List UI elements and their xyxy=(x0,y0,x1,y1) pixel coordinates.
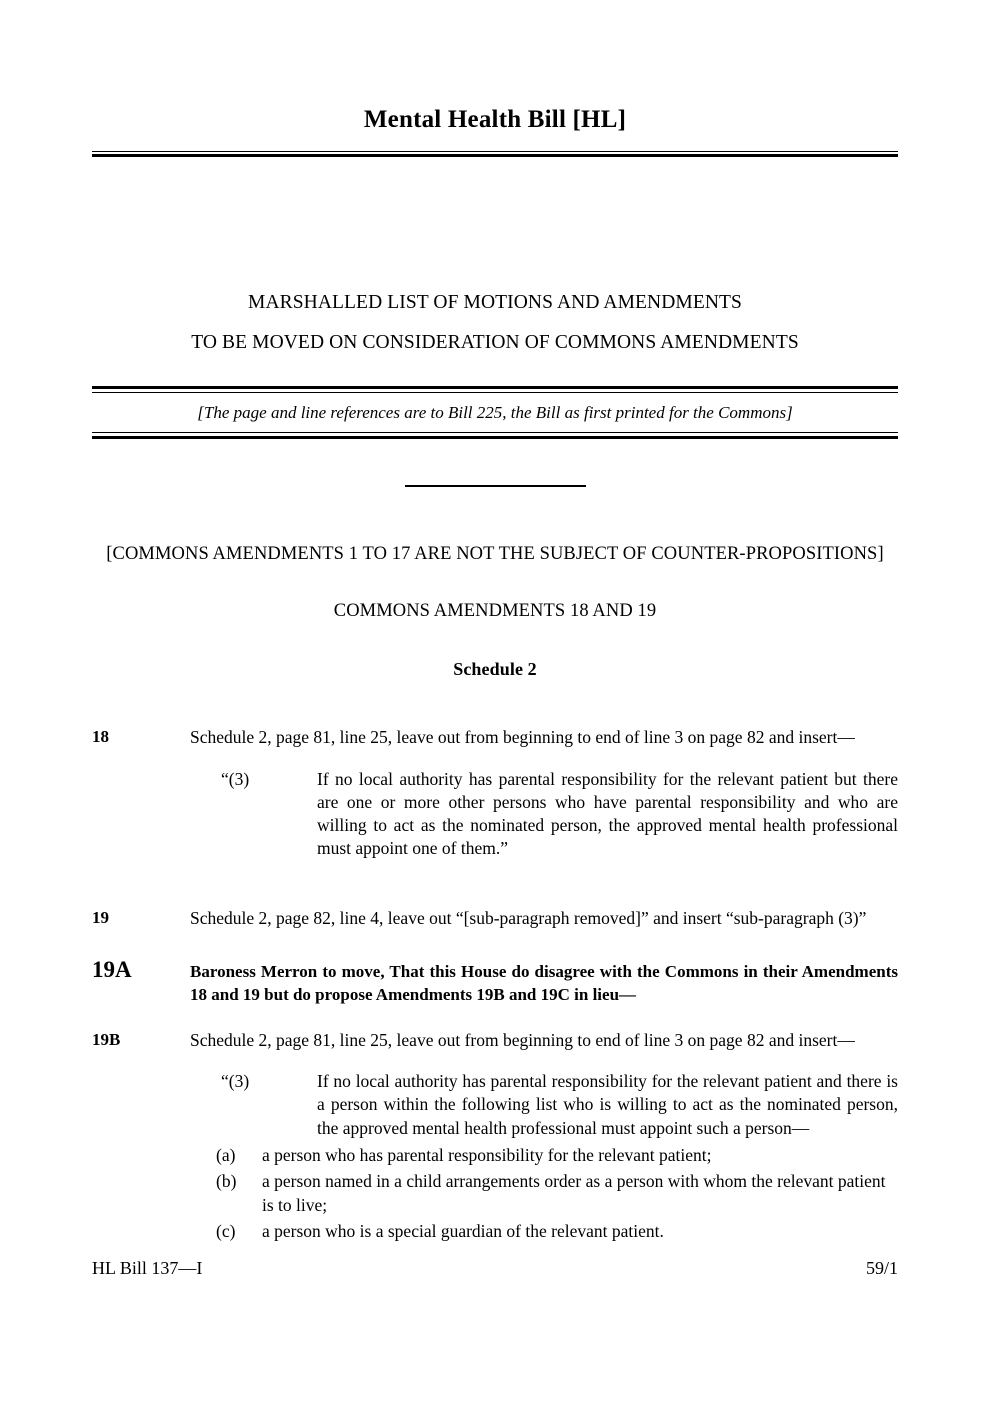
amendment-19-number: 19 xyxy=(92,907,109,927)
amendment-19b-body: Schedule 2, page 81, line 25, leave out from beginning to end of line 3 on page 82 and insert— xyxy=(190,1029,855,1050)
title-rule-thick xyxy=(92,154,898,157)
footer-page-number: 59/1 xyxy=(865,1258,898,1278)
heading-schedule: Schedule 2 xyxy=(453,658,537,679)
list-item-letter: (c) xyxy=(216,1220,236,1241)
list-item-letter: (a) xyxy=(216,1144,236,1165)
amendment-19b-quoted xyxy=(190,1070,898,1140)
amendment-18-number: 18 xyxy=(92,727,109,747)
list-item-text: a person who is a special guardian of the relevant patient. xyxy=(262,1220,664,1241)
reference-note: [The page and line references are to Bill 225, the Bill as first printed for the Commons] xyxy=(197,402,793,422)
amendment-18-body: Schedule 2, page 81, line 25, leave out from beginning to end of line 3 on page 82 and insert— xyxy=(190,727,855,748)
amendment-19-body: Schedule 2, page 82, line 4, leave out “[sub-paragraph removed]” and insert “sub-paragraph (3)” xyxy=(190,907,867,928)
title-rule xyxy=(92,151,898,157)
footer-bill-number: HL Bill 137—I xyxy=(92,1258,203,1278)
note-rule-bottom-thick xyxy=(92,436,898,439)
list-item xyxy=(190,1144,898,1167)
list-item xyxy=(190,1220,898,1243)
list-item-text: a person who has parental responsibility for the relevant patient; xyxy=(262,1144,712,1165)
amendment-19a-body: Baroness Merron to move, That this House do disagree with the Commons in their Amendments 18 and 19 but do propose Amendments 19B and 19C in lieu— xyxy=(190,962,898,1005)
reference-note-block xyxy=(92,386,898,440)
page-title: Mental Health Bill [HL] xyxy=(363,106,627,133)
spacer-19-19a xyxy=(92,930,898,960)
heading-commons-amendments: COMMONS AMENDMENTS 18 AND 19 xyxy=(333,601,657,622)
amendment-19b-letter-list xyxy=(190,1144,898,1243)
subtitle-line-1: MARSHALLED LIST OF MOTIONS AND AMENDMENTS xyxy=(248,291,742,313)
amendment-18-quoted-marker: “(3) xyxy=(221,768,250,789)
section-divider xyxy=(405,485,586,487)
amendment-19a xyxy=(92,957,898,1007)
amendment-19b-number: 19B xyxy=(92,1029,121,1049)
amendment-19b xyxy=(92,1029,898,1243)
spacer-18-19 xyxy=(92,861,898,907)
subtitle-line-2: TO BE MOVED ON CONSIDERATION OF COMMONS AMENDMENTS xyxy=(191,332,799,353)
amendments-list xyxy=(92,726,898,1243)
subtitle-block xyxy=(92,293,898,353)
list-item xyxy=(190,1170,898,1217)
amendment-18-quoted xyxy=(190,768,898,861)
heading-not-subject: [COMMONS AMENDMENTS 1 TO 17 ARE NOT THE SUBJECT OF COUNTER-PROPOSITIONS] xyxy=(106,544,884,565)
amendment-19b-quoted-text: If no local authority has parental responsibility for the relevant patient and there is a person within the following list who is willing to act as the nominated person, the approved mental health professional must appoint such a person— xyxy=(317,1071,898,1138)
list-item-letter: (b) xyxy=(216,1171,237,1192)
list-item-text: a person named in a child arrangements order as a person with whom the relevant patient is to live; xyxy=(262,1171,886,1215)
amendment-18-quoted-text: If no local authority has parental responsibility for the relevant patient but there are one or more other persons who have parental responsibility and who are willing to act as the nominated person, the approved mental health professional must appoint one of them.” xyxy=(317,768,898,859)
amendment-19a-number: 19A xyxy=(92,957,132,982)
section-divider-wrap xyxy=(92,485,898,487)
amendment-18 xyxy=(92,726,898,860)
document-page xyxy=(92,0,898,1401)
page-footer xyxy=(92,1258,898,1279)
amendment-19 xyxy=(92,907,898,930)
amendment-19b-quoted-marker: “(3) xyxy=(221,1071,250,1092)
spacer-19a-19b xyxy=(92,1007,898,1029)
